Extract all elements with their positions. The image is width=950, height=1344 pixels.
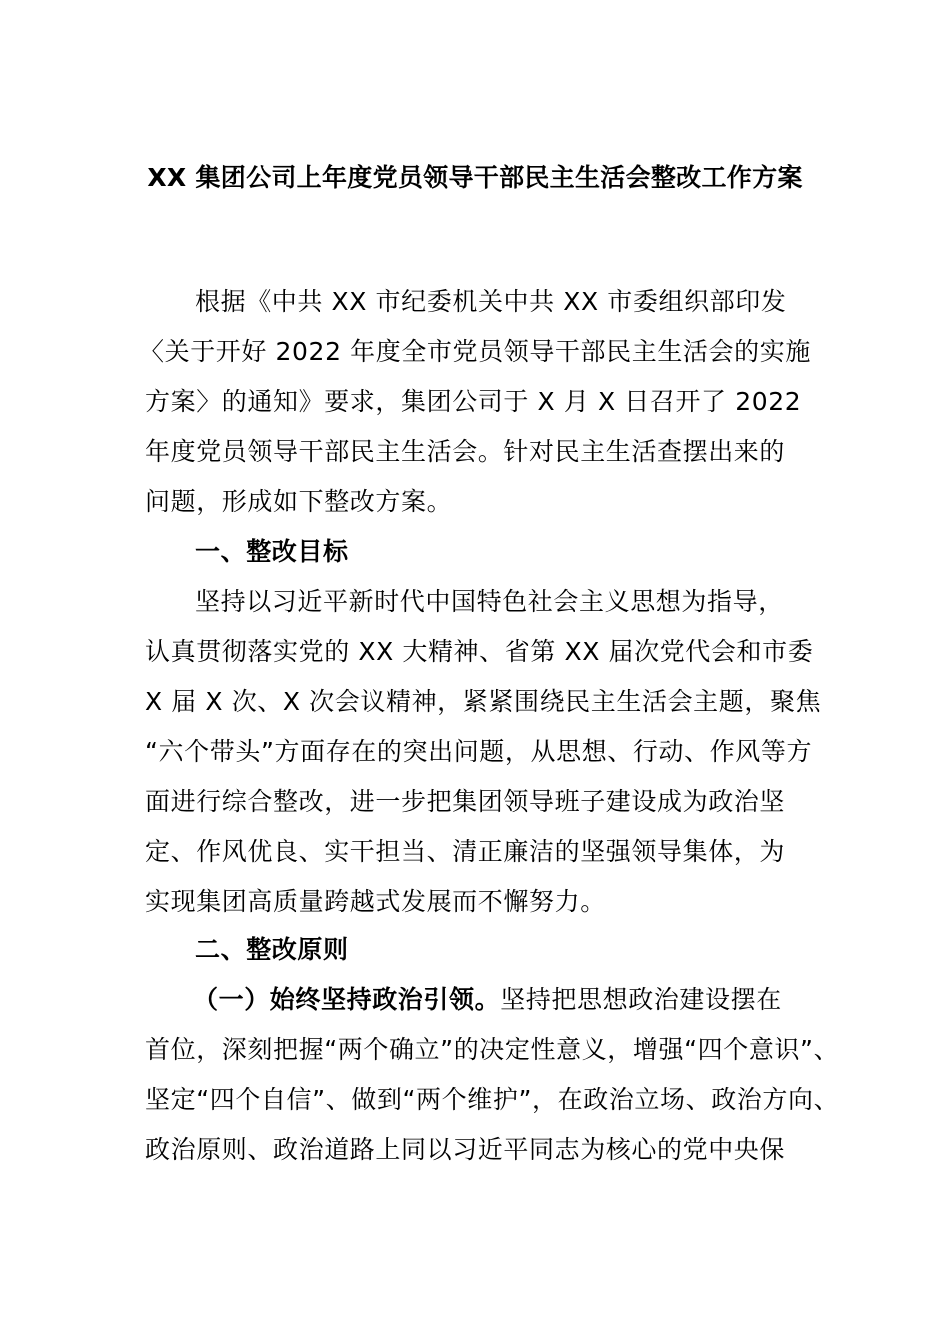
intro-line: 方案〉的通知》要求，集团公司于 X 月 X 日召开了 2022 — [145, 387, 802, 416]
goals-line: 坚持以习近平新时代中国特色社会主义思想为指导， — [195, 587, 784, 616]
goals-line: X 届 X 次、X 次会议精神，紧紧围绕民主生活会主题，聚焦 — [145, 687, 822, 716]
goals-line: 面进行综合整改，进一步把集团领导班子建设成为政治坚 — [145, 787, 786, 816]
principle-line: 坚定“四个自信”、做到“两个维护”，在政治立场、政治方向、 — [145, 1085, 840, 1114]
goals-line: “六个带头”方面存在的突出问题，从思想、行动、作风等方 — [145, 737, 813, 766]
goals-line: 定、作风优良、实干担当、清正廉洁的坚强领导集体，为 — [145, 837, 786, 866]
goals-line: 实现集团高质量跨越式发展而不懈努力。 — [145, 887, 606, 916]
document-title: XX 集团公司上年度党员领导干部民主生活会整改工作方案 — [147, 163, 803, 192]
intro-line: 〈关于开好 2022 年度全市党员领导干部民主生活会的实施 — [139, 337, 811, 366]
goals-line: 认真贯彻落实党的 XX 大精神、省第 XX 届次党代会和市委 — [145, 637, 814, 666]
intro-line: 问题，形成如下整改方案。 — [145, 487, 453, 516]
principle-title: （一）始终坚持政治引领。 — [193, 985, 501, 1014]
intro-line: 年度党员领导干部民主生活会。针对民主生活查摆出来的 — [145, 437, 786, 466]
principle-line: 政治原则、政治道路上同以习近平同志为核心的党中央保 — [145, 1135, 786, 1164]
section-heading-goals: 一、整改目标 — [195, 537, 349, 566]
section-heading-principles: 二、整改原则 — [195, 935, 349, 964]
principle-line — [193, 980, 823, 1020]
principle-line: 首位，深刻把握“两个确立”的决定性意义，增强“四个意识”、 — [145, 1035, 840, 1064]
intro-line: 根据《中共 XX 市纪委机关中共 XX 市委组织部印发 — [195, 287, 787, 316]
principle-text: 坚持把思想政治建设摆在 — [500, 985, 782, 1014]
